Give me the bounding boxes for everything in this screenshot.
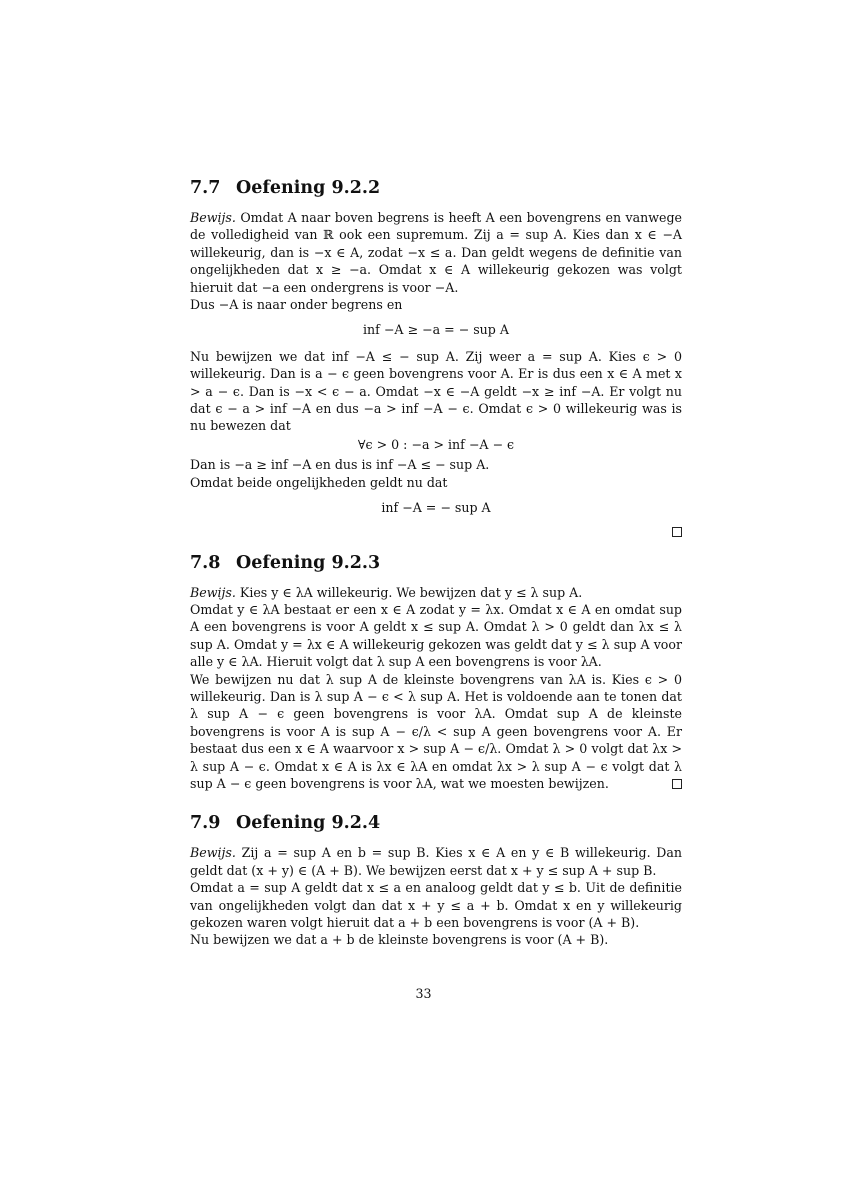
proof-label: Bewijs. — [190, 584, 236, 600]
section-number: 7.9 — [190, 813, 221, 834]
section-title: Oefening 9.2.4 — [236, 813, 381, 834]
section-title: Oefening 9.2.2 — [236, 178, 381, 198]
section-7-7 — [190, 177, 682, 540]
section-heading — [190, 177, 682, 199]
display-equation: inf −A ≥ −a = − sup A — [363, 322, 509, 338]
paragraph: Omdat beide ongelijkheden geldt nu dat — [190, 474, 448, 490]
page-number: 33 — [415, 986, 432, 1001]
section-number: 7.8 — [190, 552, 221, 573]
proof-label: Bewijs. — [190, 210, 236, 225]
section-number: 7.7 — [190, 178, 221, 198]
paragraph-text: Kies y ∈ λA willekeurig. We bewijzen dat y ≤ λ sup A. — [239, 584, 583, 600]
section-heading — [190, 812, 682, 834]
section-title: Oefening 9.2.3 — [236, 552, 381, 573]
qed-line — [190, 523, 682, 540]
paragraph — [190, 671, 682, 793]
paragraph: Dus −A is naar onder begrens en — [190, 297, 403, 313]
display-equation: inf −A = − sup A — [381, 500, 491, 516]
section-7-9 — [190, 812, 682, 948]
paragraph: Omdat y ∈ λA bestaat er een x ∈ A zodat y = λx. Omdat x ∈ A en omdat sup A een bovengrens is voor A geldt x ≤ sup A. Omdat λ > 0 geldt dan λx ≤ λ sup A. Omdat y = λx ∈ A willekeurig gekozen was geldt dat y ≤ λ sup A voor alle y ∈ λA. Hieruit volgt dat λ sup A een bovengrens is voor λA. — [190, 601, 682, 670]
paragraph: Dan is −a ≥ inf −A en dus is inf −A ≤ − sup A. — [190, 457, 490, 473]
paragraph: Nu bewijzen we dat inf −A ≤ − sup A. Zij weer a = sup A. Kies ϵ > 0 willekeurig. Dan is a − ϵ geen bovengrens voor A. Er is dus een x ∈ A met x > a − ϵ. Dan is −x < ϵ − a. Omdat −x ∈ −A geldt −x ≥ inf −A. Er volgt nu dat ϵ − a > inf −A en dus −a > inf −A − ϵ. Omdat ϵ > 0 willekeurig was is nu bewezen dat — [190, 348, 682, 434]
section-heading — [190, 552, 682, 574]
proof-label: Bewijs. — [190, 845, 236, 861]
paragraph-text: Zij a = sup A en b = sup B. Kies x ∈ A en y ∈ B willekeurig. Dan geldt dat (x + y) ∈ (A + B). We bewijzen eerst dat x + y ≤ sup A + sup B. — [190, 845, 682, 878]
qed-icon — [672, 779, 682, 789]
paragraph — [190, 844, 682, 879]
paragraph-text: We bewijzen nu dat λ sup A de kleinste bovengrens van λA is. Kies ϵ > 0 willekeurig. Dan is λ sup A − ϵ < λ sup A. Het is voldoende aan te tonen dat λ sup A − ϵ geen bovengrens is voor λA. Omdat sup A de kleinste bovengrens is voor A is sup A − ϵ/λ < sup A geen bovengrens voor A. Er bestaat dus een x ∈ A waarvoor x > sup A − ϵ/λ. Omdat λ > 0 volgt dat λx > λ sup A − ϵ. Omdat x ∈ A is λx ∈ λA en omdat λx > λ sup A − ϵ volgt dat λ sup A − ϵ geen bovengrens is voor λA, wat we moesten bewijzen. — [190, 671, 682, 791]
paragraph: Omdat a = sup A geldt dat x ≤ a en analoog geldt dat y ≤ b. Uit de definitie van ongelijkheden volgt dan dat x + y ≤ a + b. Omdat x en y willekeurig gekozen waren volgt hieruit dat a + b een bovengrens is voor (A + B). — [190, 880, 682, 930]
display-equation: ∀ϵ > 0 : −a > inf −A − ϵ — [357, 436, 515, 452]
section-7-8 — [190, 552, 682, 793]
paragraph — [190, 209, 682, 296]
paragraph — [190, 584, 682, 601]
paragraph-text: Omdat A naar boven begrens is heeft A een bovengrens en vanwege de volledigheid van ℝ ook een supremum. Zij a = sup A. Kies dan x ∈ −A willekeurig, dan is −x ∈ A, zodat −x ≤ a. Dan geldt wegens de definitie van ongelijkheden dat x ≥ −a. Omdat x ∈ A willekeurig gekozen was volgt hieruit dat −a een ondergrens is voor −A. — [190, 210, 682, 295]
document-page — [190, 172, 682, 949]
qed-icon — [672, 527, 682, 537]
paragraph: Nu bewijzen we dat a + b de kleinste bovengrens is voor (A + B). — [190, 932, 609, 948]
